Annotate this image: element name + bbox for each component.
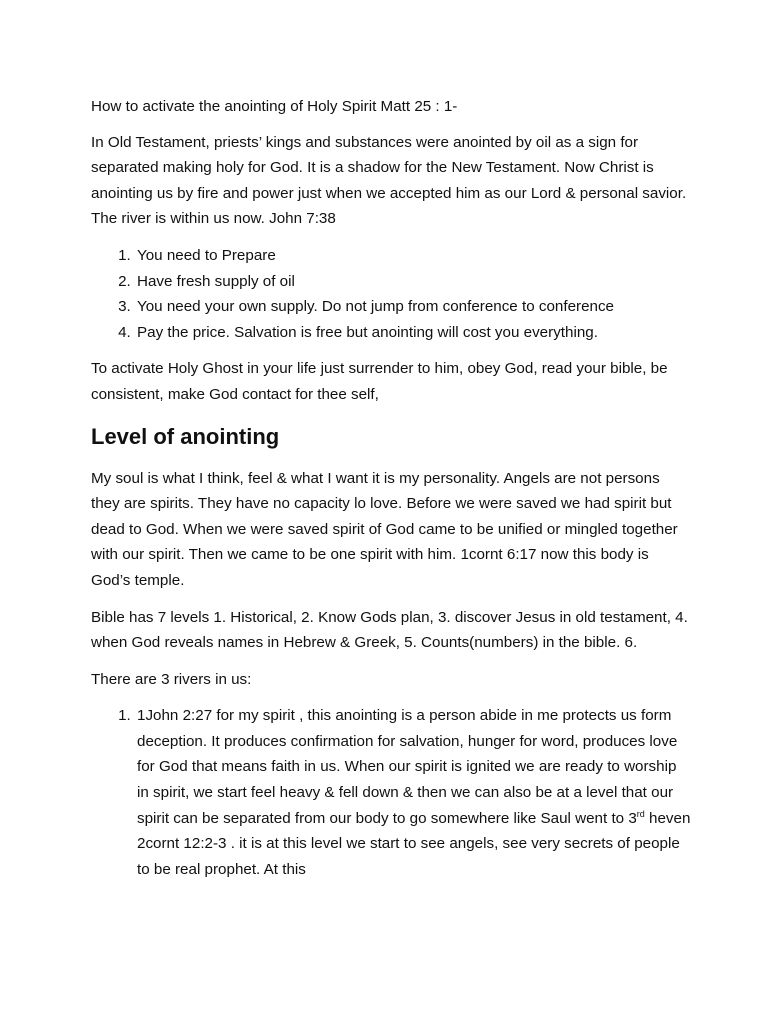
list-item: 2. Have fresh supply of oil: [135, 269, 691, 295]
rivers-intro: There are 3 rivers in us:: [91, 670, 252, 688]
intro-paragraph: In Old Testament, priests’ kings and substances were anointed by oil as a sign for separated making holy for God. It is a shadow for the New Testament. Now Christ is anointing us by fire and power just when we accepted him as our Lord & personal savior. The river is within us now. John 7:38: [91, 133, 687, 228]
document-body: [91, 94, 691, 893]
soul-paragraph: My soul is what I think, feel & what I want it is my personality. Angels are not persons they are spirits. They have no capacity lo love. Before we were saved we had spirit but dead to God. When we were saved spirit of God came to be unified or mingled together with our spirit. Then we came to be one spirit with him. 1cornt 6:17 now this body is God’s temple.: [91, 469, 678, 589]
river-text-part1: 1John 2:27 for my spirit , this anointing is a person abide in me protects us form deception. It produces confirmation for salvation, hunger for word, produces love for God that means faith in us. When our spirit is ignited we are ready to worship in spirit, we start feel heavy & fell down & then we can also be at a level that our spirit can be separated from our body to go somewhere like Saul went to 3: [137, 707, 678, 827]
document-title: How to activate the anointing of Holy Spirit Matt 25 : 1-: [91, 98, 458, 115]
bible-levels-paragraph: Bible has 7 levels 1. Historical, 2. Know Gods plan, 3. discover Jesus in old testament, 4. when God reveals names in Hebrew & Greek, 5. Counts(numbers) in the bible. 6.: [91, 608, 688, 652]
section-heading: Level of anointing: [91, 423, 280, 449]
list-item: 1. You need to Prepare: [135, 243, 691, 269]
list-item: 4. Pay the price. Salvation is free but anointing will cost you everything.: [135, 320, 691, 346]
list-item: [135, 703, 691, 882]
rivers-list: [91, 703, 691, 882]
steps-list: [91, 243, 691, 345]
list-item: 3. You need your own supply. Do not jump from conference to conference: [135, 294, 691, 320]
river-text-part2: heven 2cornt 12:2-3 . it is at this level we start to see angels, see very secrets of people to be real prophet. At this: [137, 809, 691, 878]
activate-paragraph: To activate Holy Ghost in your life just surrender to him, obey God, read your bible, be consistent, make God contact for thee self,: [91, 360, 668, 403]
ordinal-suffix: rd: [636, 808, 645, 819]
